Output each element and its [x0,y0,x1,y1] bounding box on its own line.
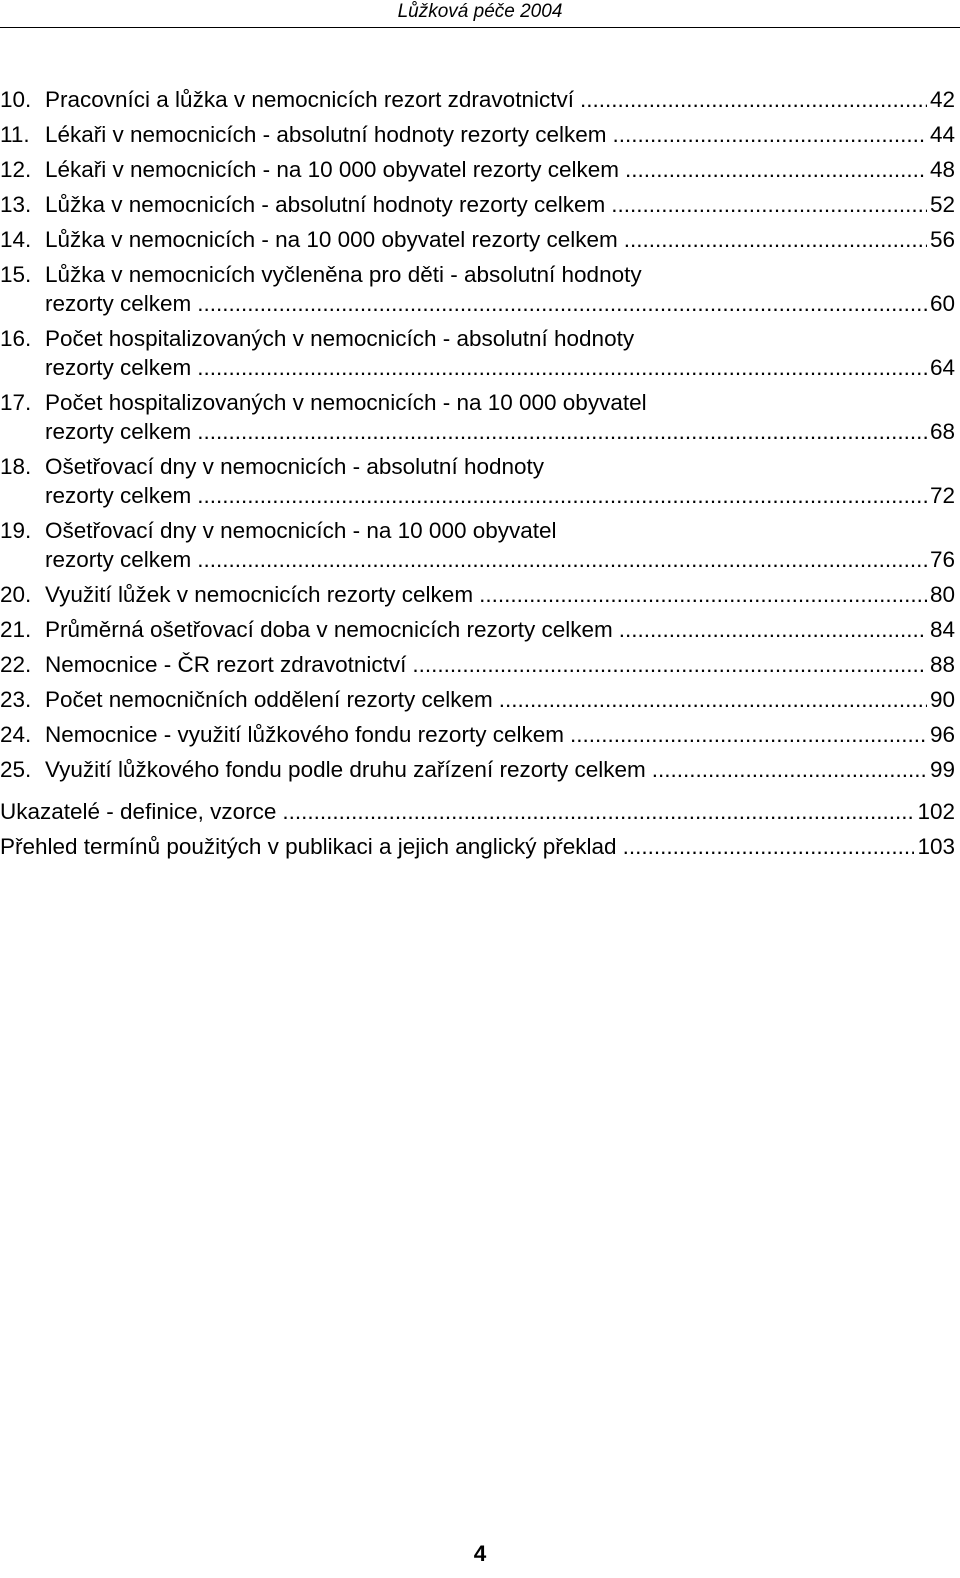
dot-leader [282,794,914,829]
toc-entry-page: 52 [929,192,955,217]
toc-entry[interactable] [0,577,955,612]
toc-entry[interactable] [0,682,955,717]
dot-leader [570,717,927,752]
toc-entry-title: rezorty celkem [45,547,192,572]
toc-entry-title-line1: Ošetřovací dny v nemocnicích - na 10 000 obyvatel [45,518,557,543]
toc-entry-title: rezorty celkem [45,419,192,444]
toc-entry-page: 88 [929,652,955,677]
toc-entry-number: 21. [0,617,32,642]
toc-entry-page: 76 [929,547,955,572]
toc-entry-number: 13. [0,192,32,217]
toc-entry[interactable] [0,752,955,787]
dot-leader [624,222,927,257]
toc-entry-page: 68 [929,419,955,444]
toc-entry-page: 103 [917,834,955,859]
toc-entry-title: Lékaři v nemocnicích - absolutní hodnoty rezorty celkem [45,122,607,147]
running-header [0,0,960,25]
dot-leader [613,117,927,152]
page-number: 4 [473,1541,487,1566]
dot-leader [652,752,927,787]
toc-entry-page: 90 [929,687,955,712]
toc-entry-title-line1: Lůžka v nemocnicích vyčleněna pro děti - absolutní hodnoty [45,262,642,287]
toc-entry-title: Lékaři v nemocnicích - na 10 000 obyvatel rezorty celkem [45,157,620,182]
toc-entry[interactable] [0,385,955,449]
toc-entry[interactable] [0,449,955,513]
dot-leader [197,350,927,385]
toc-entry-number: 11. [0,122,30,147]
toc-entry-title-line1: Počet hospitalizovaných v nemocnicích - na 10 000 obyvatel [45,390,647,415]
toc-entry-number: 14. [0,227,32,252]
toc-entry-page: 44 [929,122,955,147]
dot-leader [619,612,927,647]
toc-entry-title: Nemocnice - ČR rezort zdravotnictví [45,652,407,677]
toc-entry-number: 16. [0,326,32,351]
toc-entry-number: 20. [0,582,32,607]
toc-entry[interactable] [0,513,955,577]
dot-leader [623,829,915,864]
toc-entry[interactable] [0,187,955,222]
dot-leader [580,82,927,117]
toc-entry-title: Lůžka v nemocnicích - absolutní hodnoty rezorty celkem [45,192,606,217]
section-gap [0,787,955,794]
toc-entry-title: Přehled termínů použitých v publikaci a jejich anglický překlad [0,834,617,859]
toc-entry-number: 15. [0,262,32,287]
toc-entry-title: Využití lůžkového fondu podle druhu zařízení rezorty celkem [45,757,646,782]
toc-entry[interactable] [0,152,955,187]
dot-leader [197,542,927,577]
toc-entry-number: 19. [0,518,32,543]
toc-entry-title: Počet nemocničních oddělení rezorty celkem [45,687,493,712]
toc-entry[interactable] [0,647,955,682]
toc-appendix-entry[interactable] [0,829,955,864]
toc-entry-page: 56 [929,227,955,252]
toc-entry-title: Využití lůžek v nemocnicích rezorty celkem [45,582,474,607]
dot-leader [412,647,927,682]
toc-entry-page: 42 [929,87,955,112]
toc-entry[interactable] [0,257,955,321]
toc-entry-number: 17. [0,390,32,415]
toc-entry-page: 99 [929,757,955,782]
toc-entry[interactable] [0,222,955,257]
header-divider [0,27,960,28]
toc-entry-title: Nemocnice - využití lůžkového fondu rezorty celkem [45,722,564,747]
toc-entry-page: 80 [929,582,955,607]
running-header-title: Lůžková péče 2004 [397,1,563,22]
dot-leader [479,577,927,612]
dot-leader [197,478,927,513]
toc-entry-title: Lůžka v nemocnicích - na 10 000 obyvatel rezorty celkem [45,227,618,252]
toc-entry[interactable] [0,612,955,647]
toc-entry-title: rezorty celkem [45,355,192,380]
toc-entry-page: 96 [929,722,955,747]
toc-appendix-entry[interactable] [0,794,955,829]
toc-entry-title: Pracovníci a lůžka v nemocnicích rezort zdravotnictví [45,87,574,112]
toc-entry-number: 22. [0,652,32,677]
toc-entry-number: 12. [0,157,32,182]
toc-entry-page: 48 [929,157,955,182]
toc-entry[interactable] [0,321,955,385]
toc-entry-number: 24. [0,722,32,747]
toc-entry-title-line1: Počet hospitalizovaných v nemocnicích - absolutní hodnoty [45,326,635,351]
table-of-contents [0,82,955,864]
toc-entry-title-line1: Ošetřovací dny v nemocnicích - absolutní hodnoty [45,454,545,479]
toc-entry-number: 23. [0,687,32,712]
toc-entry-number: 25. [0,757,32,782]
toc-entry-title: rezorty celkem [45,483,192,508]
toc-entry-page: 84 [929,617,955,642]
toc-entry[interactable] [0,117,955,152]
toc-entry-page: 64 [929,355,955,380]
dot-leader [499,682,927,717]
toc-entry-title: Ukazatelé - definice, vzorce [0,799,277,824]
toc-entry[interactable] [0,717,955,752]
dot-leader [611,187,927,222]
dot-leader [197,286,927,321]
toc-entry-title: Průměrná ošetřovací doba v nemocnicích rezorty celkem [45,617,613,642]
toc-entry[interactable] [0,82,955,117]
toc-entry-number: 18. [0,454,32,479]
toc-entry-page: 60 [929,291,955,316]
toc-entry-title: rezorty celkem [45,291,192,316]
toc-entry-page: 102 [917,799,955,824]
dot-leader [197,414,927,449]
toc-entry-page: 72 [929,483,955,508]
toc-entry-number: 10. [0,87,32,112]
dot-leader [625,152,927,187]
